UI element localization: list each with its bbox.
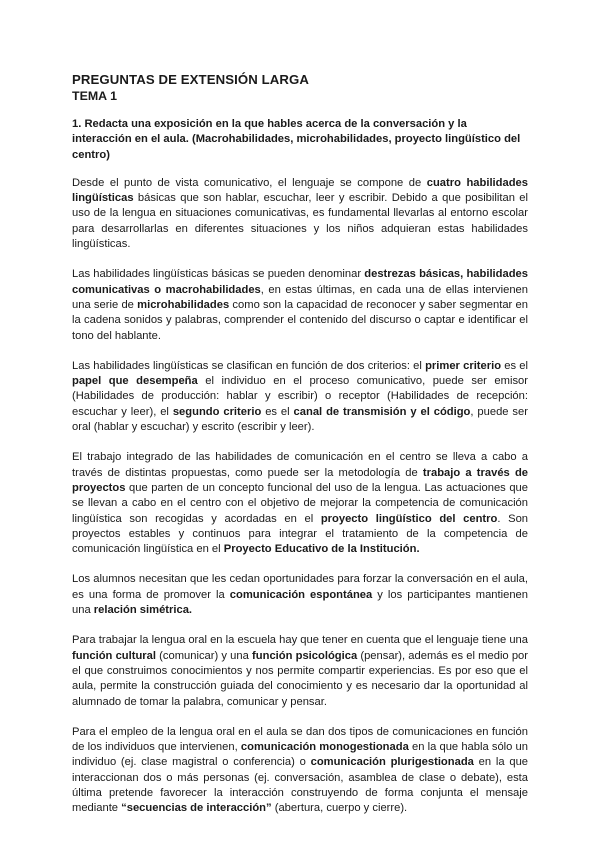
text-run: (pensar), además es el medio por el que construimos conocimientos y nos permite compartir experiencias. Es por eso que el aula, permite la construcción guiada del conocimiento y es necesario dar la oportunidad al alumnado de tomar la palabra, comunicar y pensar. — [72, 649, 529, 708]
body-paragraph — [72, 450, 528, 557]
bold-term: Proyecto Educativo de la Institución. — [223, 543, 420, 556]
text-run: el individuo en el proceso comunicativo, puede ser emisor (Habilidades de producción: hablar y escribir) o receptor (Habilidades de recepción: escuchar y leer), el — [72, 375, 528, 418]
bold-term: comunicación espontánea — [229, 588, 373, 601]
bold-term: trabajo a través de proyectos — [72, 466, 528, 494]
text-run: Para el empleo de la lengua oral en el aula se dan dos tipos de comunicaciones en función de los individuos que intervienen, — [72, 725, 528, 754]
body-paragraph — [72, 176, 528, 252]
bold-term: “secuencias de interacción” — [121, 802, 272, 815]
text-run: en la que habla sólo un individuo (ej. clase magistral o conferencia) o — [72, 741, 529, 769]
body-paragraphs — [72, 176, 528, 817]
section-subtitle: TEMA 1 — [72, 89, 117, 103]
text-run: , puede ser oral (hablar y escuchar) y escrito (escribir y leer). — [72, 405, 528, 434]
body-paragraph — [72, 725, 528, 817]
bold-term: papel que desempeña — [72, 375, 198, 388]
bold-term: microhabilidades — [137, 298, 230, 311]
text-run: Para trabajar la lengua oral en la escuela hay que tener en cuenta que el lenguaje tiene una — [72, 634, 528, 647]
bold-term: relación simétrica. — [93, 604, 193, 617]
text-run: Las habilidades lingüísticas se clasifican en función de dos criterios: el — [72, 359, 426, 372]
bold-term: cuatro habilidades lingüísticas — [72, 176, 528, 205]
text-run: y los participantes mantienen una — [72, 588, 529, 617]
text-run: . Son proyectos estables y continuos para integrar el tratamiento de la competencia de comunicación lingüística en el — [72, 512, 529, 556]
bold-term: función cultural — [72, 649, 156, 662]
text-run: Los alumnos necesitan que les cedan oportunidades para forzar la conversación en el aula, es una forma de promover la — [72, 573, 528, 601]
body-paragraph — [72, 359, 528, 435]
bold-term: canal de transmisión y el código — [293, 405, 471, 418]
text-run: , en estas últimas, en cada una de ellas intervienen una serie de — [72, 283, 528, 311]
bold-term: destrezas básicas, habilidades comunicativas o macrohabilidades — [72, 268, 528, 296]
bold-term: comunicación monogestionada — [240, 741, 409, 754]
text-run: es el — [501, 359, 529, 372]
text-run: que parten de un concepto funcional del uso de la lengua. Las actuaciones que se llevan a cabo en el centro con el objetivo de mejorar la competencia de comunicación lingüística son recogidas y acordadas en el — [72, 481, 528, 525]
document-page — [72, 72, 528, 832]
bold-term: primer criterio — [425, 359, 502, 372]
bold-term: segundo criterio — [172, 405, 262, 418]
text-run: (comunicar) y una — [155, 649, 253, 662]
text-run: Las habilidades lingüísticas básicas se pueden denominar — [72, 268, 365, 281]
bold-term: proyecto lingüístico del centro — [320, 512, 498, 525]
page-title: PREGUNTAS DE EXTENSIÓN LARGA — [72, 72, 310, 87]
question-heading: 1. Redacta una exposición en la que hables acerca de la conversación y la interacción en el aula. (Macrohabilidades, microhabilidades, proyecto lingüístico del centro) — [72, 118, 521, 161]
text-run: Desde el punto de vista comunicativo, el lenguaje se compone de — [72, 176, 427, 189]
text-run: (abertura, cuerpo y cierre). — [271, 802, 408, 815]
text-run: básicas que son hablar, escuchar, leer y escribir. Debido a que posibilitan el uso de la lengua en situaciones comunicativas, es fundamental llevarlas al entorno escolar para desarrollarlas en diferentes situaciones y los niños adquieran estas habilidades lingüísticas. — [72, 192, 528, 251]
text-run: en la que interaccionan dos o más personas (ej. conversación, asamblea de clase o debate), esta última pretende favorecer la interacción construyendo de forma conjunta el mensaje mediante — [72, 756, 529, 815]
bold-term: comunicación plurigestionada — [310, 756, 474, 769]
bold-term: función psicológica — [252, 649, 358, 662]
text-run: es el — [261, 405, 294, 418]
body-paragraph — [72, 633, 528, 709]
text-run: El trabajo integrado de las habilidades de comunicación en el centro se lleva a cabo a través de distintas propuestas, como puede ser la metodología de — [72, 451, 528, 479]
body-paragraph — [72, 572, 528, 618]
body-paragraph — [72, 267, 528, 343]
text-run: como son la capacidad de reconocer y saber segmentar en la cadena sonidos y palabras, comprender el contenido del discurso o captar e identificar el tono del hablante. — [72, 298, 528, 342]
